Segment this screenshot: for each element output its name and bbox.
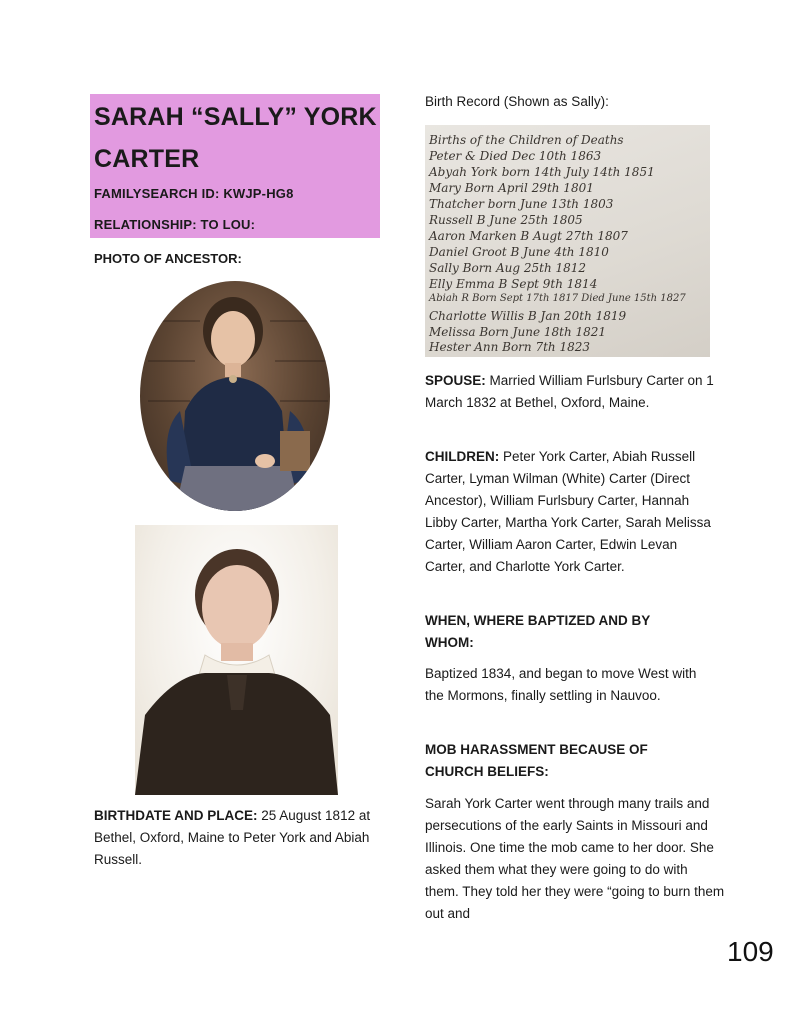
ancestor-photo-young: [140, 281, 330, 511]
record-line: Peter & Died Dec 10th 1863: [429, 149, 602, 163]
birth-record-image: [425, 125, 710, 357]
spouse-label: SPOUSE:: [425, 373, 486, 388]
record-line: Charlotte Willis B Jan 20th 1819: [429, 309, 627, 323]
record-line: Russell B June 25th 1805: [429, 213, 583, 227]
relationship-label: RELATIONSHIP: TO LOU:: [94, 217, 256, 232]
record-line: Births of the Children of Deaths: [429, 133, 624, 147]
baptism-heading: WHEN, WHERE BAPTIZED AND BY WHOM:: [425, 613, 651, 650]
photo-label: PHOTO OF ANCESTOR:: [94, 251, 242, 266]
mob-text: Sarah York Carter went through many trails and persecutions of the early Saints in Missouri and Illinois. One time the mob came to her door. She asked them what they were going to do with them. They told her they were “going to burn them out and: [425, 796, 725, 921]
page-title: SARAH “SALLY” YORK CARTER: [94, 103, 377, 173]
record-line: Thatcher born June 13th 1803: [429, 197, 614, 211]
record-line: Sally Born Aug 25th 1812: [429, 261, 587, 275]
ancestor-photo-older: [135, 525, 338, 795]
record-line: Aaron Marken B Augt 27th 1807: [429, 229, 628, 243]
spouse-paragraph: [425, 370, 720, 414]
children-label: CHILDREN:: [425, 449, 500, 464]
spouse-text: Married William Furlsbury Carter on 1 March 1832 at Bethel, Oxford, Maine.: [425, 373, 714, 410]
record-line: Abyah York born 14th July 14th 1851: [429, 165, 655, 179]
record-line: Hester Ann Born 7th 1823: [429, 340, 590, 354]
page-number: 109: [727, 936, 774, 967]
record-line: Abiah R Born Sept 17th 1817 Died June 15th 1827: [429, 293, 686, 304]
record-line: Mary Born April 29th 1801: [429, 181, 594, 195]
record-line: Elly Emma B Sept 9th 1814: [429, 277, 598, 291]
baptism-text: Baptized 1834, and began to move West with the Mormons, finally settling in Nauvoo.: [425, 666, 697, 703]
birthdate-paragraph: [94, 805, 394, 871]
mob-heading: MOB HARASSMENT BECAUSE OF CHURCH BELIEFS:: [425, 742, 648, 779]
familysearch-id: FAMILYSEARCH ID: KWJP-HG8: [94, 186, 294, 201]
birthdate-label: BIRTHDATE AND PLACE:: [94, 808, 258, 823]
record-caption: Birth Record (Shown as Sally):: [425, 94, 609, 109]
birthdate-text: 25 August 1812 at Bethel, Oxford, Maine to Peter York and Abiah Russell.: [94, 808, 371, 867]
record-line: Melissa Born June 18th 1821: [429, 325, 607, 339]
record-line: Daniel Groot B June 4th 1810: [429, 245, 609, 259]
children-text: Peter York Carter, Abiah Russell Carter, Lyman Wilman (White) Carter (Direct Ancestor), William Furlsbury Carter, Hannah Libby Carter, Martha York Carter, Sarah Melissa Carter, William Aaron Carter, Edwin Levan Carter, and Charlotte York Carter.: [425, 449, 711, 574]
children-paragraph: [425, 446, 720, 578]
title-block: [90, 94, 380, 238]
